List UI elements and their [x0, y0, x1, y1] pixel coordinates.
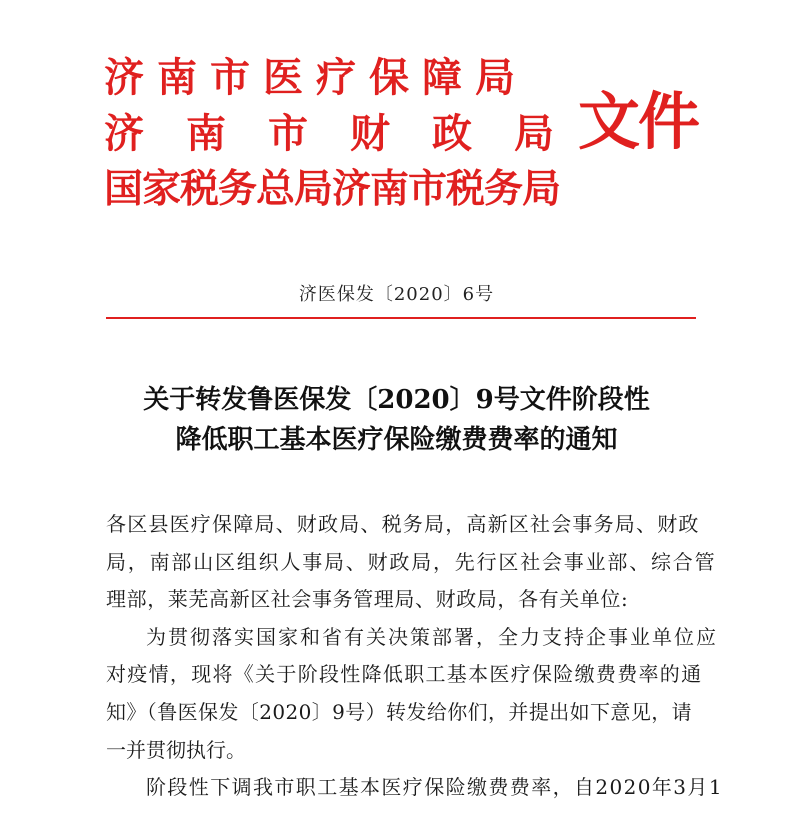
document-type-label: 文件 — [578, 85, 699, 158]
document-number: 济医保发〔2020〕6号 — [298, 284, 495, 305]
issuer-finance-bureau: 济南市财政局 — [104, 111, 596, 157]
paragraph1-line-4: 一并贯彻执行。 — [106, 737, 246, 762]
paragraph1-line-1: 为贯彻落实国家和省有关决策部署，全力支持企事业单位应 — [146, 624, 718, 649]
paragraph1-line-3: 知》（鲁医保发〔2020〕9号）转发给你们，并提出如下意见，请 — [106, 699, 693, 724]
issuing-authorities — [104, 50, 596, 218]
addressee-line-1: 各区县医疗保障局、财政局、税务局，高新区社会事务局、财政 — [106, 512, 700, 536]
document-body — [106, 506, 723, 807]
addressee-line-3: 理部，莱芜高新区社会事务管理局、财政局，各有关单位: — [106, 587, 629, 612]
issuer-tax-bureau: 国家税务总局济南市税务局 — [104, 167, 561, 212]
document-title — [60, 380, 733, 460]
issuer-medical-security-bureau: 济南市医疗保障局 — [104, 55, 528, 101]
paragraph2-line-1: 阶段性下调我市职工基本医疗保险缴费费率，自2020年3月1 — [146, 775, 723, 800]
red-divider-line — [106, 317, 696, 319]
title-line-2: 降低职工基本医疗保险缴费费率的通知 — [175, 425, 618, 455]
addressee-line-2: 局，南部山区组织人事局、财政局，先行区社会事业部、综合管 — [106, 549, 717, 574]
title-line-1: 关于转发鲁医保发〔2020〕9号文件阶段性 — [143, 385, 650, 415]
paragraph1-line-2: 对疫情，现将《关于阶段性降低职工基本医疗保险缴费费率的通 — [106, 662, 703, 687]
